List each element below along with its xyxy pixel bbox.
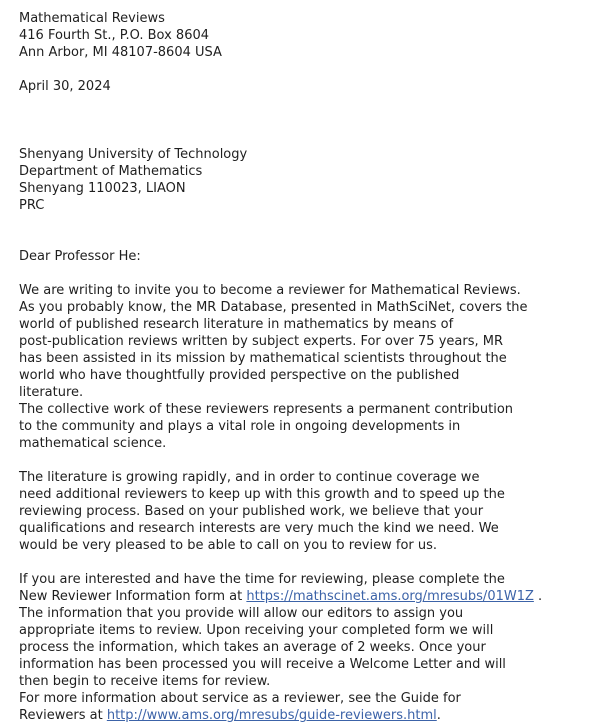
- paragraph-line: appropriate items to review. Upon receiving your completed form we will: [19, 623, 494, 638]
- sender-address-line2: Ann Arbor, MI 48107-8604 USA: [19, 45, 222, 60]
- paragraph-2: [19, 469, 596, 554]
- recipient-country: PRC: [19, 198, 45, 213]
- paragraph-line: has been assisted in its mission by mathematical scientists throughout the: [19, 351, 507, 366]
- sender-name: Mathematical Reviews: [19, 11, 165, 26]
- paragraph-line: For more information about service as a reviewer, see the Guide for: [19, 691, 461, 706]
- paragraph-line: The information that you provide will allow our editors to assign you: [19, 606, 464, 621]
- paragraph-line: As you probably know, the MR Database, presented in MathSciNet, covers the: [19, 300, 528, 315]
- link1-suffix-text: .: [533, 589, 543, 604]
- paragraph-line: mathematical science.: [19, 436, 167, 451]
- link2-prefix-text: Reviewers at: [19, 708, 107, 723]
- sender-block: [19, 10, 596, 61]
- paragraph-line: post-publication reviews written by subject experts. For over 75 years, MR: [19, 334, 503, 349]
- paragraph-line: process the information, which takes an average of 2 weeks. Once your: [19, 640, 486, 655]
- paragraph-line: then begin to receive items for review.: [19, 674, 271, 689]
- paragraph-line: We are writing to invite you to become a reviewer for Mathematical Reviews.: [19, 283, 521, 298]
- recipient-department: Department of Mathematics: [19, 164, 203, 179]
- paragraph-3: [19, 571, 596, 724]
- paragraph-line: The literature is growing rapidly, and in order to continue coverage we: [19, 470, 480, 485]
- paragraph-line-with-link: [19, 588, 596, 605]
- paragraph-line: world who have thoughtfully provided perspective on the published: [19, 368, 460, 383]
- recipient-institution: Shenyang University of Technology: [19, 147, 248, 162]
- paragraph-line: reviewing process. Based on your published work, we believe that your: [19, 504, 484, 519]
- link2-suffix-text: .: [436, 708, 441, 723]
- reviewer-form-link[interactable]: https://mathscinet.ams.org/mresubs/01W1Z: [246, 589, 534, 604]
- letter-date: April 30, 2024: [19, 79, 111, 94]
- paragraph-line: to the community and plays a vital role in ongoing developments in: [19, 419, 461, 434]
- paragraph-1: [19, 282, 596, 452]
- paragraph-line-with-link: [19, 707, 596, 724]
- sender-address-line1: 416 Fourth St., P.O. Box 8604: [19, 28, 210, 43]
- paragraph-line: would be very pleased to be able to call on you to review for us.: [19, 538, 438, 553]
- paragraph-line: need additional reviewers to keep up with this growth and to speed up the: [19, 487, 505, 502]
- recipient-block: [19, 146, 596, 214]
- paragraph-line: information has been processed you will receive a Welcome Letter and will: [19, 657, 506, 672]
- guide-reviewers-link[interactable]: http://www.ams.org/mresubs/guide-reviewers.html: [106, 708, 437, 723]
- paragraph-line: qualifications and research interests are very much the kind we need. We: [19, 521, 499, 536]
- recipient-city: Shenyang 110023, LIAON: [19, 181, 186, 196]
- paragraph-line: world of published research literature in mathematics by means of: [19, 317, 454, 332]
- salutation: Dear Professor He:: [19, 249, 141, 264]
- paragraph-line: literature.: [19, 385, 84, 400]
- paragraph-line: The collective work of these reviewers represents a permanent contribution: [19, 402, 514, 417]
- link1-prefix-text: New Reviewer Information form at: [19, 589, 247, 604]
- paragraph-line: If you are interested and have the time for reviewing, please complete the: [19, 572, 505, 587]
